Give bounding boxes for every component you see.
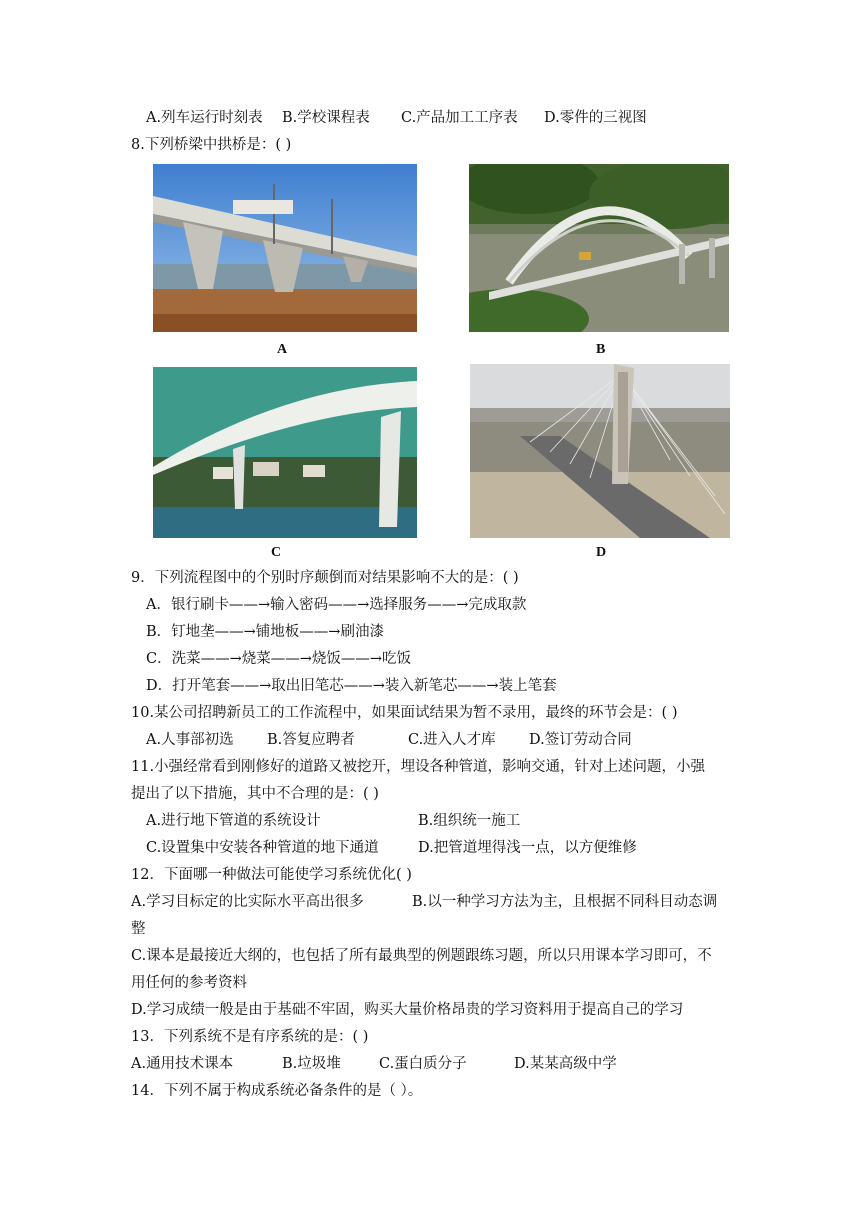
q10-option-b: B.答复应聘者 [267,732,355,748]
q13-option-c: C.蛋白质分子 [379,1056,467,1072]
q12-stem: 12．下面哪一种做法可能使学习系统优化( ) [131,867,412,883]
q9-option-b: B．钉地垄——→铺地板——→刷油漆 [146,624,384,640]
bridge-photo-a [153,164,417,332]
q9-option-a: A．银行刷卡——→输入密码——→选择服务——→完成取款 [146,597,527,613]
q10-option-a: A.人事部初选 [146,732,234,748]
q7-option-a: A.列车运行时刻表 [146,110,263,126]
q11-stem-line2: 提出了以下措施，其中不合理的是：( ) [131,786,379,802]
q11-option-b: B.组织统一施工 [418,813,521,829]
bridge-label-d: D [596,545,607,560]
q13-option-a: A.通用技术课本 [131,1056,234,1072]
q8-stem: 8.下列桥梁中拱桥是：( ) [131,137,292,153]
q10-stem: 10.某公司招聘新员工的工作流程中，如果面试结果为暂不录用，最终的环节会是：( ) [131,705,678,721]
q9-option-c: C．洗菜——→烧菜——→烧饭——→吃饭 [146,651,412,667]
q12-option-c-line1: C.课本是最接近大纲的，也包括了所有最典型的例题跟练习题，所以只用课本学习即可，不 [131,948,712,964]
q13-option-d: D.某某高级中学 [514,1056,617,1072]
q9-option-d: D．打开笔套——→取出旧笔芯——→装入新笔芯——→装上笔套 [146,678,557,694]
q11-option-a: A.进行地下管道的系统设计 [146,813,321,829]
q11-option-c: C.设置集中安装各种管道的地下通道 [146,840,379,856]
q12-option-b-line2: 整 [131,921,146,937]
bridge-label-a: A [277,342,288,357]
q7-option-b: B.学校课程表 [282,110,370,126]
q13-stem: 13．下列系统不是有序系统的是：( ) [131,1029,369,1045]
q11-option-d: D.把管道埋得浅一点，以方便维修 [418,840,637,856]
q11-stem-line1: 11.小强经常看到刚修好的道路又被挖开，埋设各种管道，影响交通，针对上述问题，小强 [131,759,706,775]
q13-option-b: B.垃圾堆 [282,1056,341,1072]
bridge-label-c: C [271,545,282,560]
q7-option-d: D.零件的三视图 [544,110,647,126]
q14-stem: 14．下列不属于构成系统必备条件的是（ ）。 [131,1083,423,1099]
q10-option-c: C.进入人才库 [408,732,496,748]
q12-option-d: D.学习成绩一般是由于基础不牢固，购买大量价格昂贵的学习资料用于提高自己的学习 [131,1002,684,1018]
q12-option-b-line1: B.以一种学习方法为主，且根据不同科目动态调 [412,894,718,910]
q12-option-a: A.学习目标定的比实际水平高出很多 [131,894,364,910]
bridge-photo-c [153,367,417,538]
q9-stem: 9．下列流程图中的个别时序颠倒而对结果影响不大的是：( ) [131,570,519,586]
bridge-photo-d [470,364,730,538]
bridge-photo-b [469,164,729,332]
q12-option-c-line2: 用任何的参考资料 [131,975,247,991]
q10-option-d: D.签订劳动合同 [529,732,632,748]
q7-option-c: C.产品加工工序表 [401,110,518,126]
bridge-label-b: B [596,342,606,357]
